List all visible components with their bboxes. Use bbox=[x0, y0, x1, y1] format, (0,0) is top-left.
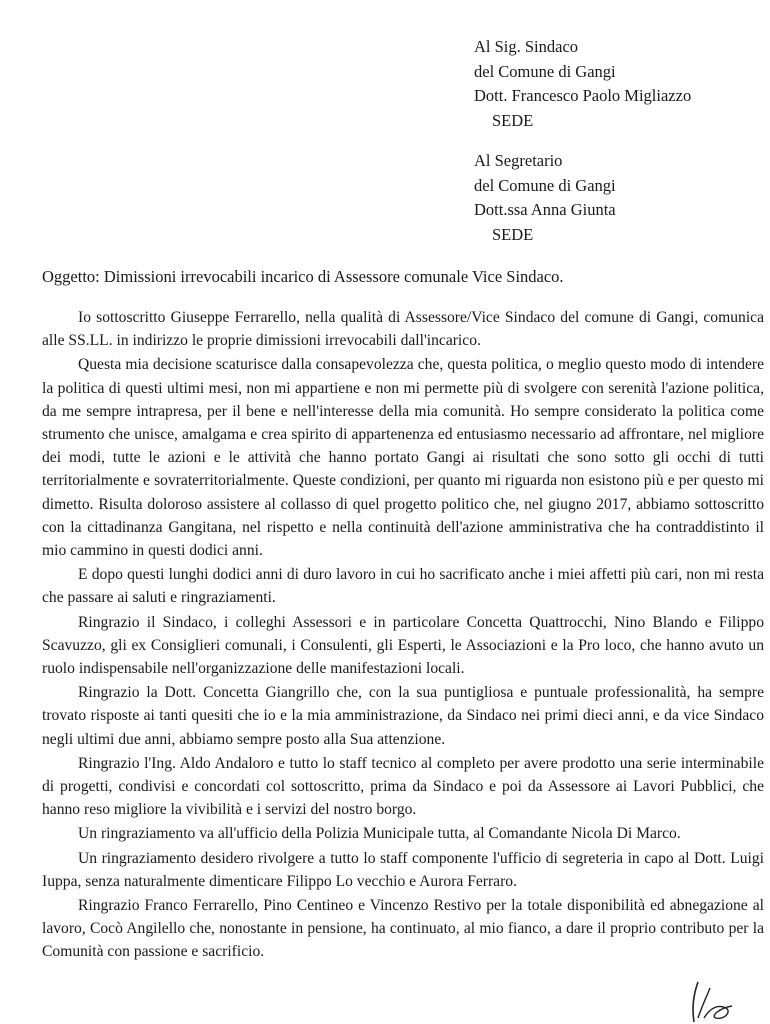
body-paragraph: Un ringraziamento va all'ufficio della Polizia Municipale tutta, al Comandante Nicola Di Marco. bbox=[78, 825, 681, 843]
body-paragraph: Un ringraziamento desidero rivolgere a tutto lo staff componente l'ufficio di segreteria in capo al Dott. Luigi Iuppa, senza naturalmente dimenticare Filippo Lo vecchio e Aurora Ferraro. bbox=[42, 849, 764, 890]
letter-subject: Oggetto: Dimissioni irrevocabili incarico di Assessore comunale Vice Sindaco. bbox=[42, 267, 564, 286]
body-paragraph: Questa mia decisione scaturisce dalla consapevolezza che, questa politica, o meglio questo modo di intendere la politica di questi ultimi mesi, non mi appartiene e non mi permette più di svolgere con serenità l'azione politica, da me sempre intrapresa, per il bene e nell'interesse della mia comunità. Ho sempre considerato la politica come strumento che unisce, amalgama e crea spirito di appartenenza ed entusiasmo necessario ad affrontare, nel migliore dei modi, tutte le azioni e le attività che hanno portato Gangi ai risultati che sono sotto gli occhi di tutti territorialmente e sovraterritorialmente. Queste condizioni, per quanto mi riguarda non esistono più e per questo mi dimetto. Risulta doloroso assistere al collasso di quel progetto politico che, nel giugno 2017, abbiamo sottoscritto con la cittadinanza Gangitana, nel rispetto e nella continuità dell'azione amministrativa che ha contraddistinto il mio cammino in questi dodici anni. bbox=[42, 356, 764, 560]
body-paragraph: Io sottoscritto Giuseppe Ferrarello, nella qualità di Assessore/Vice Sindaco del comune di Gangi, comunica alle SS.LL. in indirizzo le proprie dimissioni irrevocabili dall'incarico. bbox=[42, 309, 764, 350]
handwritten-signature bbox=[680, 978, 760, 1024]
recipient-line: Al Sig. Sindaco bbox=[474, 37, 579, 56]
recipient-line: Dott. Francesco Paolo Migliazzo bbox=[474, 86, 692, 105]
body-paragraph: Ringrazio la Dott. Concetta Giangrillo che, con la sua puntigliosa e puntuale professionalità, ha sempre trovato risposte ai tanti quesiti che io e la mia amministrazione, da Sindaco nei primi dieci anni, e da vice Sindaco negli ultimi due anni, abbiamo sempre posto alla Sua attenzione. bbox=[42, 684, 764, 748]
body-paragraph: Ringrazio Franco Ferrarello, Pino Centineo e Vincenzo Restivo per la totale disponibilità ed abnegazione al lavoro, Cocò Angilello che, nonostante in pensione, ha continuato, al mio fianco, a dare il proprio contributo per la Comunità con passione e sacrificio. bbox=[42, 897, 764, 961]
recipient-line: SEDE bbox=[492, 224, 534, 244]
body-paragraph: Ringrazio il Sindaco, i colleghi Assessori e in particolare Concetta Quattrocchi, Nino Blando e Filippo Scavuzzo, gli ex Consiglieri comunali, i Consulenti, gli Esperti, le Associazioni e la Pro loco, che hanno avuto un ruolo indispensabile nell'organizzazione delle manifestazioni locali. bbox=[42, 613, 764, 678]
recipient-line: SEDE bbox=[492, 110, 534, 130]
letter-body bbox=[42, 306, 764, 965]
body-paragraph: Ringrazio l'Ing. Aldo Andaloro e tutto lo staff tecnico al completo per avere prodotto una serie interminabile di progetti, condivisi e concordati col sottoscritto, prima da Sindaco e poi da Assessore ai Lavori Pubblici, che hanno reso migliore la vivibilità e i servizi del nostro borgo. bbox=[42, 754, 764, 819]
body-paragraph: E dopo questi lunghi dodici anni di duro lavoro in cui ho sacrificato anche i miei affetti più cari, non mi resta che passare ai saluti e ringraziamenti. bbox=[42, 566, 764, 607]
recipient-line: del Comune di Gangi bbox=[474, 61, 616, 81]
recipient-line: Dott.ssa Anna Giunta bbox=[474, 200, 616, 219]
recipient-line: del Comune di Gangi bbox=[474, 175, 616, 195]
recipient-line: Al Segretario bbox=[474, 151, 563, 170]
recipient-block-segretario bbox=[474, 149, 616, 247]
recipient-block-sindaco bbox=[474, 35, 691, 133]
